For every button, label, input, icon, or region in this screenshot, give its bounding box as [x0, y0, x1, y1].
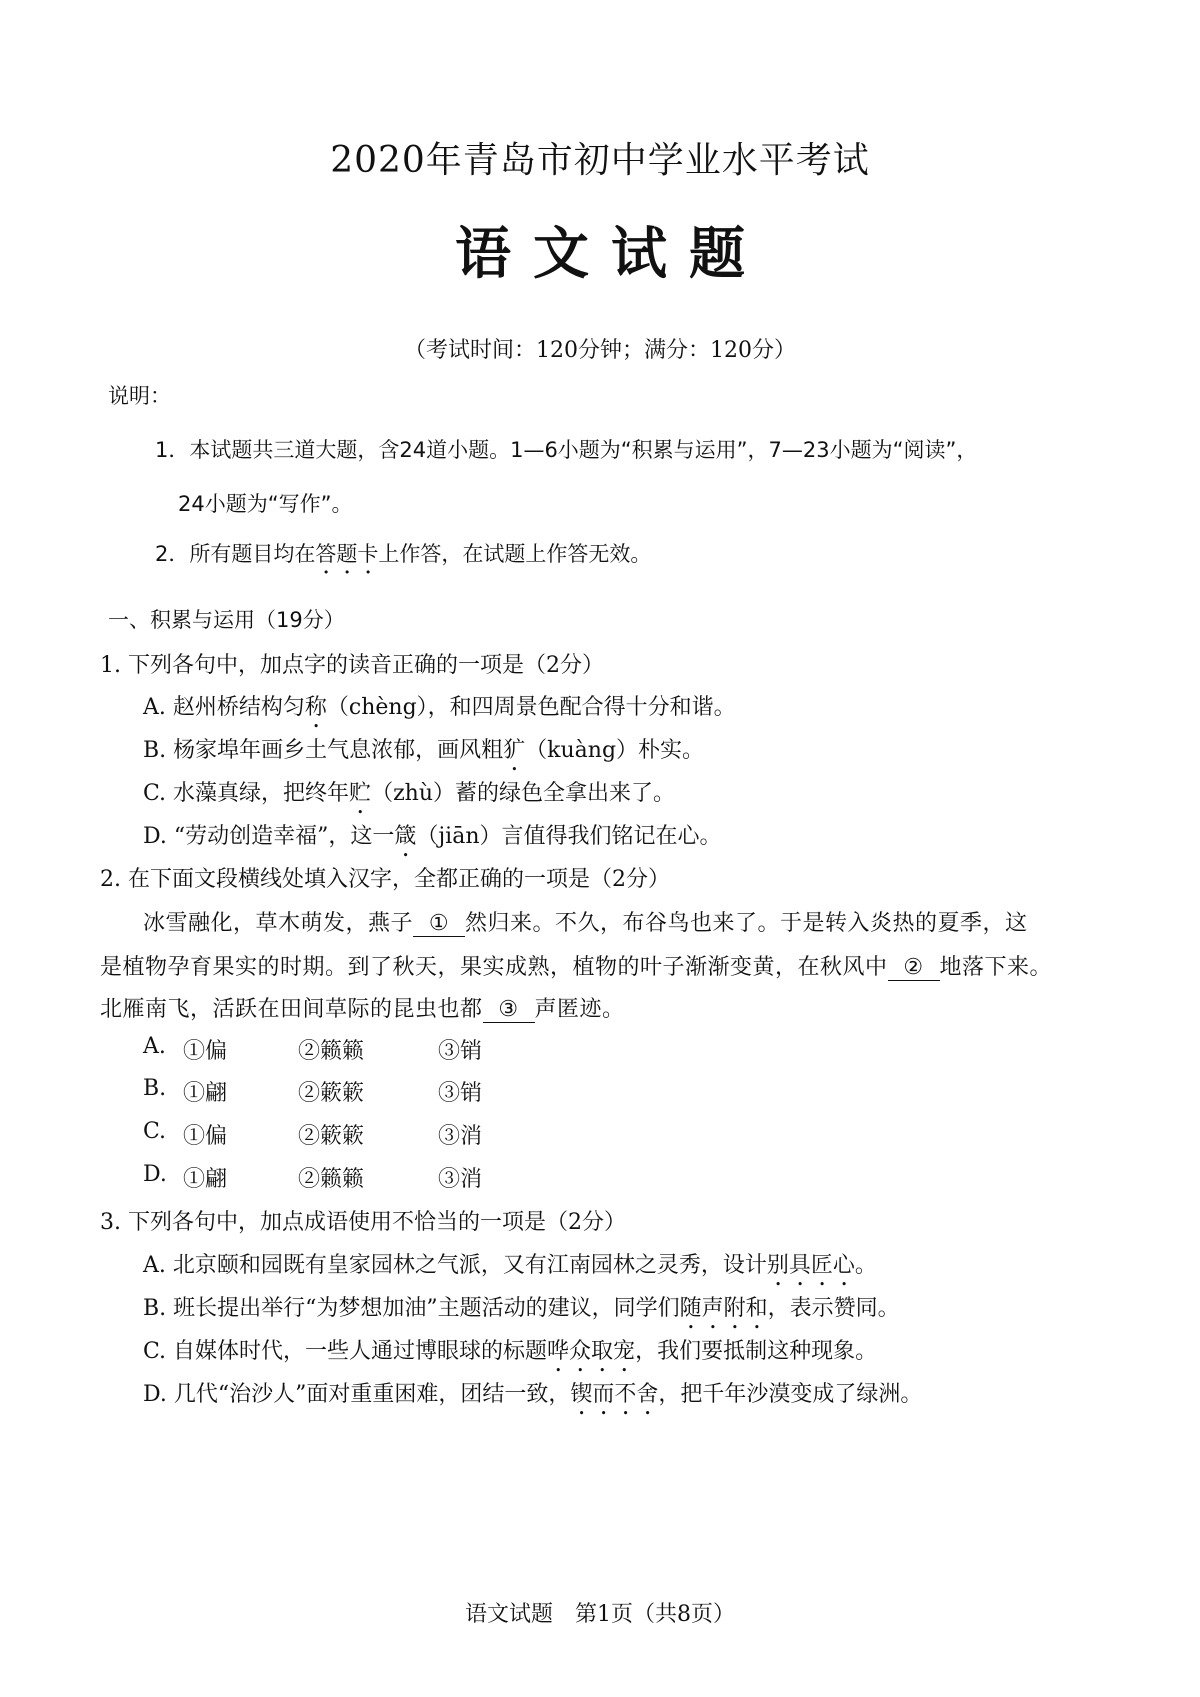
- exam-time-note: （考试时间：120分钟；满分：120分）: [404, 338, 796, 363]
- option-text: 。: [854, 1253, 877, 1278]
- question-2-option-a: [143, 1034, 498, 1065]
- passage-text: 地落下来。: [939, 955, 1053, 980]
- option-text: （jiān）言值得我们铭记在心。: [416, 824, 722, 849]
- dotted-char: 贮: [349, 781, 372, 806]
- option-choice-1: ①偏: [183, 1124, 228, 1149]
- question-1-stem: 1. 下列各句中，加点字的读音正确的一项是（2分）: [100, 653, 604, 678]
- dotted-char: 犷: [503, 738, 526, 763]
- instruction-item-1-cont: 24小题为“写作”。: [178, 492, 353, 516]
- question-3-option-b: [143, 1291, 900, 1334]
- option-text: B. 班长提出举行“为梦想加油”主题活动的建议，同学们: [143, 1296, 680, 1321]
- option-choice-2: ②籁籁: [298, 1167, 365, 1192]
- option-text: （zhù）蓄的绿色全拿出来了。: [371, 781, 675, 806]
- option-letter: C.: [143, 1119, 167, 1144]
- option-text: C. 自媒体时代，一些人通过博眼球的标题: [143, 1339, 548, 1364]
- instruction-item-2-pre: 2．所有题目均在: [155, 542, 316, 566]
- question-3-stem: 3. 下列各句中，加点成语使用不恰当的一项是（2分）: [100, 1210, 626, 1235]
- option-choice-1: ①翩: [183, 1167, 228, 1192]
- option-choice-2: ②簌簌: [298, 1124, 365, 1149]
- passage-text: 是植物孕育果实的时期。到了秋天，果实成熟，植物的叶子渐渐变黄，在秋风中: [100, 955, 888, 980]
- option-text: C. 水藻真绿，把终年: [143, 781, 350, 806]
- instruction-item-2-post: 上作答，在试题上作答无效。: [378, 542, 652, 566]
- option-choice-1: ①翩: [183, 1081, 228, 1106]
- dotted-idiom: 随声附和: [679, 1296, 768, 1321]
- option-choice-2: ②籁籁: [298, 1039, 365, 1064]
- fill-blank-1: ①: [413, 911, 465, 937]
- passage-text: 然归来。不久，布谷鸟也来了。于是转入炎热的夏季，这: [465, 911, 1028, 936]
- question-2-stem: 2. 在下面文段横线处填入汉字，全都正确的一项是（2分）: [100, 867, 670, 892]
- option-choice-3: ③销: [438, 1081, 483, 1106]
- dotted-idiom: 锲而不舍: [570, 1382, 659, 1407]
- exam-title: 2020年青岛市初中学业水平考试: [330, 140, 870, 181]
- option-choice-3: ③消: [438, 1124, 483, 1149]
- question-1-option-c: [143, 776, 675, 819]
- option-text: ，表示赞同。: [767, 1296, 900, 1321]
- question-3-option-c: [143, 1334, 877, 1377]
- question-2-passage-line-3: [100, 992, 625, 1023]
- question-1-option-d: [143, 819, 722, 862]
- option-text: B. 杨家埠年画乡土气息浓郁，画风粗: [143, 738, 504, 763]
- option-choice-3: ③消: [438, 1167, 483, 1192]
- option-text: D. 几代“治沙人”面对重重困难，团结一致，: [143, 1382, 571, 1407]
- fill-blank-3: ③: [483, 997, 535, 1023]
- question-1-option-a: [143, 690, 736, 733]
- dotted-idiom: 哗众取宠: [547, 1339, 636, 1364]
- section-1-heading: 一、积累与运用（19分）: [108, 608, 345, 632]
- question-2-option-b: [143, 1076, 498, 1107]
- passage-text: 声匿迹。: [534, 997, 625, 1022]
- fill-blank-2: ②: [888, 955, 940, 981]
- option-letter: D.: [143, 1162, 167, 1187]
- passage-text: 北雁南飞，活跃在田间草际的昆虫也都: [100, 997, 483, 1022]
- question-2-passage-line-2: [100, 950, 1052, 981]
- subject-title: 语文试题: [455, 221, 767, 287]
- option-letter: A.: [143, 1034, 166, 1059]
- question-3-option-d: [143, 1377, 922, 1420]
- question-1-option-b: [143, 733, 704, 776]
- question-2-passage-line-1: [143, 906, 1028, 937]
- option-text: ，我们要抵制这种现象。: [635, 1339, 878, 1364]
- dotted-idiom: 别具匠心: [766, 1253, 855, 1278]
- instruction-item-2-dotted: 答题卡: [315, 542, 379, 566]
- instructions-label: 说明：: [108, 384, 171, 408]
- option-text: （chèng），和四周景色配合得十分和谐。: [326, 695, 736, 720]
- passage-text: 冰雪融化，草木萌发，燕子: [143, 911, 414, 936]
- option-text: ，把千年沙漠变成了绿洲。: [658, 1382, 923, 1407]
- page-footer: 语文试题 第1页（共8页）: [465, 1602, 735, 1627]
- option-letter: B.: [143, 1076, 167, 1101]
- option-text: D. “劳动创造幸福”，这一: [143, 824, 395, 849]
- instruction-item-1: 1．本试题共三道大题，含24道小题。1—6小题为“积累与运用”，7—23小题为“阅读”，: [155, 438, 978, 462]
- instruction-item-2: [155, 538, 651, 579]
- option-text: A. 北京颐和园既有皇家园林之气派，又有江南园林之灵秀，设计: [143, 1253, 767, 1278]
- dotted-char: 称: [304, 695, 327, 720]
- option-choice-3: ③销: [438, 1039, 483, 1064]
- option-choice-1: ①偏: [183, 1039, 228, 1064]
- question-3-option-a: [143, 1248, 877, 1291]
- question-2-option-d: [143, 1162, 498, 1193]
- option-text: （kuàng）朴实。: [525, 738, 705, 763]
- dotted-char: 箴: [394, 824, 417, 849]
- option-choice-2: ②簌簌: [298, 1081, 365, 1106]
- question-2-option-c: [143, 1119, 498, 1150]
- option-text: A. 赵州桥结构匀: [143, 695, 305, 720]
